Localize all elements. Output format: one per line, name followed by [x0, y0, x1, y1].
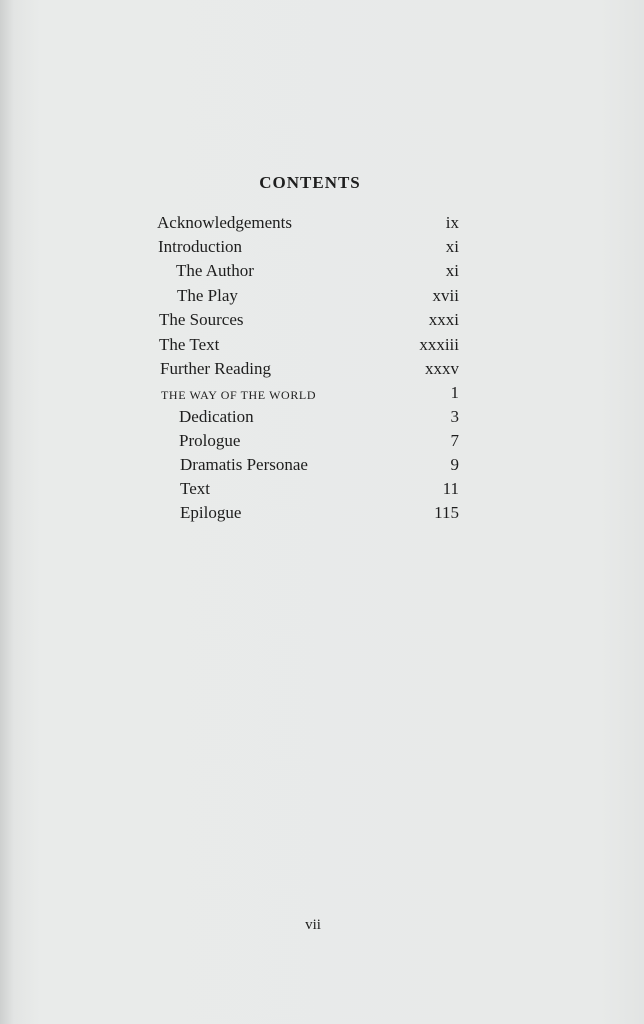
toc-entry-label: The Author	[176, 261, 254, 280]
toc-entry-page: xxxiii	[419, 335, 459, 354]
toc-entry-label: Prologue	[179, 431, 241, 450]
toc-entry-label: Text	[180, 479, 210, 498]
toc-entry-label: Acknowledgements	[157, 213, 293, 232]
toc-entry-label: Dedication	[179, 407, 254, 426]
toc-entry-page: 1	[450, 383, 459, 402]
toc-entry-page: 11	[442, 479, 459, 498]
page-title: CONTENTS	[259, 173, 361, 192]
toc-entry-label: Introduction	[158, 237, 243, 256]
toc-entry-page: xvii	[432, 286, 459, 305]
toc-entry-label: Further Reading	[160, 359, 271, 378]
toc-entry-label: Dramatis Personae	[180, 455, 308, 474]
toc-entry-page: 9	[450, 455, 459, 474]
toc-entry-label: THE WAY OF THE WORLD	[161, 388, 317, 402]
page-number-footer: vii	[305, 917, 321, 933]
toc-entry-page: 3	[450, 407, 459, 426]
toc-entry-page: xxxv	[425, 359, 459, 378]
toc-entry-label: The Text	[159, 335, 220, 354]
toc-entry-page: xi	[445, 237, 459, 256]
toc-entry-page: 7	[450, 431, 459, 450]
toc-entry-label: The Sources	[159, 310, 244, 329]
toc-entry-page: xi	[445, 261, 459, 280]
toc-entry-page: ix	[445, 213, 459, 232]
toc-entry-page: xxxi	[428, 310, 459, 329]
toc-entry-label: Epilogue	[180, 503, 242, 522]
toc-entry-label: The Play	[177, 286, 238, 305]
toc-entry-page: 115	[434, 503, 459, 522]
